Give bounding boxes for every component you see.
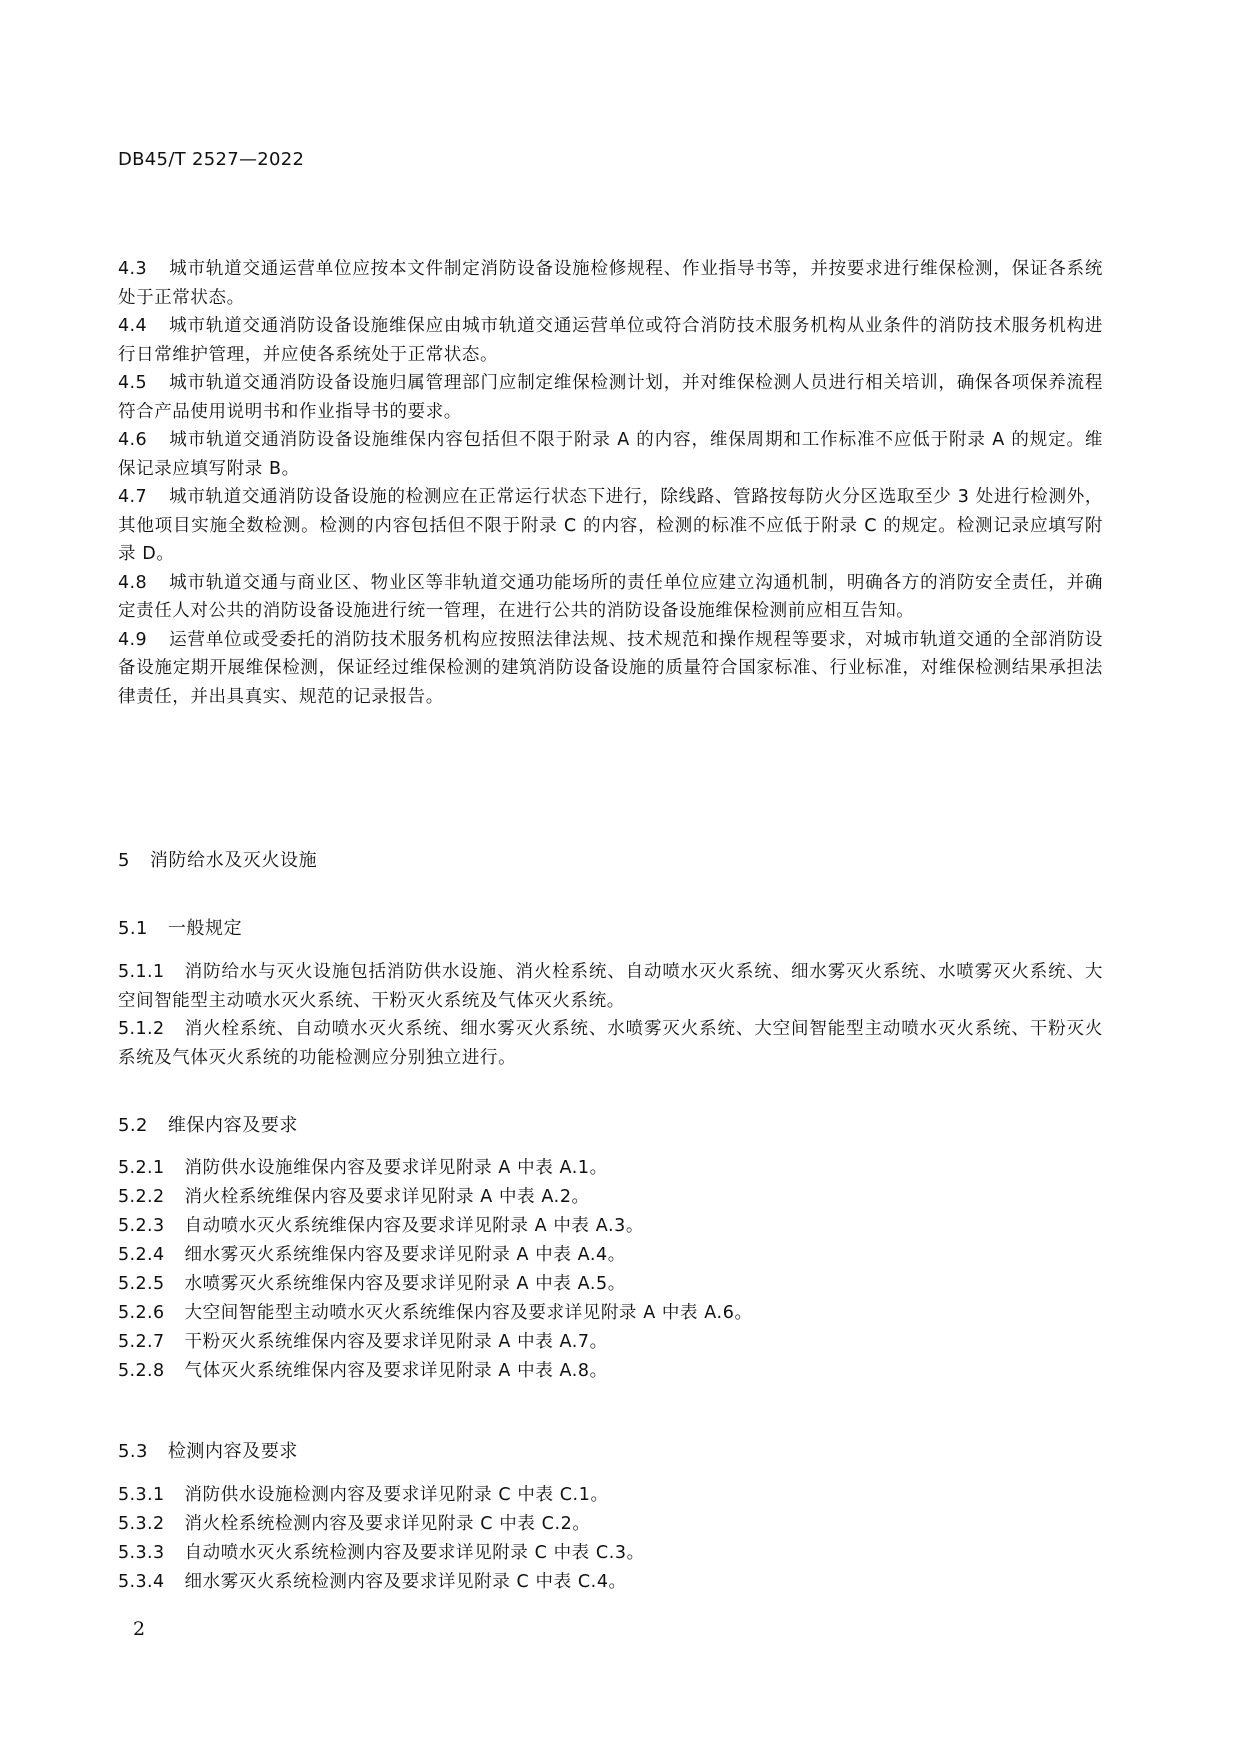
heading-number: 5.3 (118, 1441, 148, 1462)
clause-5-3-1 (118, 1481, 1103, 1510)
clause-text: 运营单位或受委托的消防技术服务机构应按照法律法规、技术规范和操作规程等要求，对城市轨道交通的全部消防设备设施定期开展维保检测，保证经过维保检测的建筑消防设备设施的质量符合国家标准、行业标准，对维保检测结果承担法律责任，并出具真实、规范的记录报告。 (118, 629, 1103, 707)
clause-text: 细水雾灭火系统维保内容及要求详见附录 A 中表 A.4。 (184, 1245, 626, 1265)
section-4-clauses (118, 255, 1103, 711)
clause-number: 4.9 (118, 629, 148, 650)
document-id-header: DB45/T 2527—2022 (118, 149, 305, 170)
clause-5-2-3 (118, 1212, 1103, 1241)
heading-title: 一般规定 (167, 918, 243, 939)
clause-text: 水喷雾灭火系统维保内容及要求详见附录 A 中表 A.5。 (184, 1274, 626, 1294)
clause-5-2-8 (118, 1357, 1103, 1386)
clause-text: 城市轨道交通消防设备设施的检测应在正常运行状态下进行，除线路、管路按每防火分区选取至少 3 处进行检测外，其他项目实施全数检测。检测的内容包括但不限于附录 C 的内容，检测的标准不应低于附录 C 的规定。检测记录应填写附录 D。 (118, 487, 1103, 564)
heading-number: 5.1 (118, 918, 148, 939)
clause-text: 干粉灭火系统维保内容及要求详见附录 A 中表 A.7。 (184, 1332, 608, 1352)
clause-text: 消防供水设施维保内容及要求详见附录 A 中表 A.1。 (184, 1158, 608, 1178)
heading-title: 维保内容及要求 (167, 1115, 299, 1136)
clause-text: 细水雾灭火系统检测内容及要求详见附录 C 中表 C.4。 (184, 1572, 627, 1592)
chapter-5-heading (118, 846, 317, 872)
clause-5-2-4 (118, 1241, 1103, 1270)
clause-text: 城市轨道交通消防设备设施维保应由城市轨道交通运营单位或符合消防技术服务机构从业条件的消防技术服务机构进行日常维护管理，并应使各系统处于正常状态。 (118, 316, 1103, 365)
page-number: 2 (133, 1618, 146, 1640)
clause-5-2-6 (118, 1299, 1103, 1328)
clause-5-2-1 (118, 1154, 1103, 1183)
clause-number: 4.5 (118, 373, 148, 393)
clause-5-2-7 (118, 1328, 1103, 1357)
clause-5-3-4 (118, 1568, 1103, 1597)
section-5-2-heading (118, 1111, 298, 1137)
clause-number: 5.2.4 (118, 1245, 165, 1265)
clause-text: 消火栓系统、自动喷水灭火系统、细水雾灭火系统、水喷雾灭火系统、大空间智能型主动喷水灭火系统、干粉灭火系统及气体灭火系统的功能检测应分别独立进行。 (118, 1019, 1103, 1068)
clause-text: 气体灭火系统维保内容及要求详见附录 A 中表 A.8。 (184, 1361, 608, 1381)
clause-number: 5.2.7 (118, 1332, 165, 1352)
clause-text: 城市轨道交通消防设备设施维保内容包括但不限于附录 A 的内容，维保周期和工作标准不应低于附录 A 的规定。维保记录应填写附录 B。 (118, 430, 1103, 479)
clause-4-4 (118, 312, 1103, 369)
clause-text: 城市轨道交通运营单位应按本文件制定消防设备设施检修规程、作业指导书等，并按要求进行维保检测，保证各系统处于正常状态。 (118, 259, 1103, 308)
heading-number: 5.2 (118, 1115, 148, 1136)
clause-text: 消防给水与灭火设施包括消防供水设施、消火栓系统、自动喷水灭火系统、细水雾灭火系统、水喷雾灭火系统、大空间智能型主动喷水灭火系统、干粉灭火系统及气体灭火系统。 (118, 962, 1103, 1011)
clause-4-3 (118, 255, 1103, 312)
clause-number: 5.2.3 (118, 1216, 165, 1236)
clause-number: 5.1.1 (118, 962, 165, 982)
clause-text: 自动喷水灭火系统维保内容及要求详见附录 A 中表 A.3。 (184, 1216, 644, 1236)
clause-number: 5.2.1 (118, 1158, 165, 1178)
clause-text: 消防供水设施检测内容及要求详见附录 C 中表 C.1。 (184, 1485, 609, 1505)
clause-text: 自动喷水灭火系统检测内容及要求详见附录 C 中表 C.3。 (184, 1543, 645, 1563)
clause-5-3-3 (118, 1539, 1103, 1568)
clause-number: 5.1.2 (118, 1019, 165, 1039)
clause-number: 5.2.2 (118, 1187, 165, 1207)
clause-4-8 (118, 569, 1103, 626)
clause-number: 4.7 (118, 487, 148, 507)
clause-text: 城市轨道交通消防设备设施归属管理部门应制定维保检测计划，并对维保检测人员进行相关培训，确保各项保养流程符合产品使用说明书和作业指导书的要求。 (118, 373, 1103, 422)
clause-number: 4.8 (118, 572, 148, 593)
clause-4-7 (118, 483, 1103, 569)
clause-text: 城市轨道交通与商业区、物业区等非轨道交通功能场所的责任单位应建立沟通机制，明确各方的消防安全责任，并确定责任人对公共的消防设备设施进行统一管理，在进行公共的消防设备设施维保检测前应相互告知。 (118, 572, 1103, 621)
heading-title: 检测内容及要求 (167, 1441, 299, 1462)
clause-5-1-2 (118, 1015, 1103, 1072)
clause-text: 消火栓系统维保内容及要求详见附录 A 中表 A.2。 (184, 1187, 590, 1207)
clause-5-2-2 (118, 1183, 1103, 1212)
heading-number: 5 (118, 850, 130, 871)
clause-4-5 (118, 369, 1103, 426)
clause-number: 5.3.2 (118, 1514, 165, 1534)
clause-text: 大空间智能型主动喷水灭火系统维保内容及要求详见附录 A 中表 A.6。 (184, 1303, 753, 1323)
section-5-1-heading (118, 914, 242, 940)
clause-number: 4.6 (118, 430, 148, 450)
clause-5-3-2 (118, 1510, 1103, 1539)
clause-number: 4.4 (118, 316, 148, 336)
clause-5-1-1 (118, 958, 1103, 1015)
clause-4-6 (118, 426, 1103, 483)
clause-number: 5.2.6 (118, 1303, 165, 1323)
clause-number: 5.2.8 (118, 1361, 165, 1381)
clause-number: 5.2.5 (118, 1274, 165, 1294)
clause-number: 5.3.4 (118, 1572, 165, 1592)
clause-5-2-5 (118, 1270, 1103, 1299)
clause-number: 4.3 (118, 259, 148, 279)
heading-title: 消防给水及灭火设施 (149, 850, 318, 871)
clause-text: 消火栓系统检测内容及要求详见附录 C 中表 C.2。 (184, 1514, 591, 1534)
section-5-1-clauses (118, 958, 1103, 1072)
section-5-3-heading (118, 1437, 298, 1463)
clause-number: 5.3.3 (118, 1543, 165, 1563)
clause-number: 5.3.1 (118, 1485, 165, 1505)
clause-4-9 (118, 626, 1103, 712)
section-5-3-clauses (118, 1481, 1103, 1597)
section-5-2-clauses (118, 1154, 1103, 1386)
